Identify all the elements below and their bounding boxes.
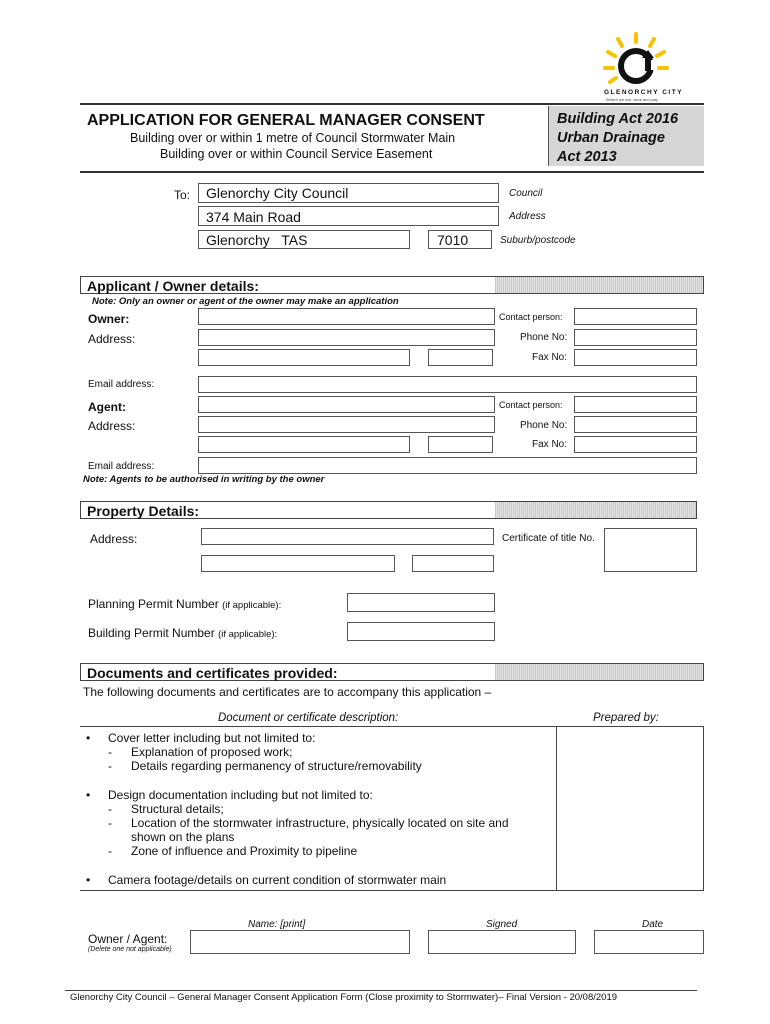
documents-col-divider bbox=[556, 727, 557, 891]
council-label: Council bbox=[509, 188, 543, 199]
suburb-field[interactable] bbox=[198, 230, 410, 249]
acts-divider bbox=[548, 106, 549, 166]
owner-phone-label: Phone No: bbox=[520, 332, 568, 343]
agent-contact-input[interactable] bbox=[574, 396, 697, 413]
agent-contact-label: Contact person: bbox=[499, 400, 563, 410]
document-sub-text: shown on the plans bbox=[131, 830, 235, 844]
address-field[interactable] bbox=[198, 206, 499, 226]
bullet: • bbox=[86, 788, 91, 802]
owner-name-input[interactable] bbox=[198, 308, 495, 325]
council-field[interactable] bbox=[198, 183, 499, 203]
owner-label: Owner: bbox=[88, 312, 130, 326]
planning-permit-input[interactable] bbox=[347, 593, 495, 612]
property-address-input-1[interactable] bbox=[201, 528, 494, 545]
owner-fax-label: Fax No: bbox=[532, 352, 568, 363]
header-bottom-rule bbox=[80, 171, 704, 173]
header-top-rule bbox=[80, 103, 704, 105]
owner-contact-input[interactable] bbox=[574, 308, 697, 325]
logo-name: GLENORCHY CITY bbox=[604, 89, 684, 96]
document-sub-item: - bbox=[108, 759, 112, 773]
suburb-value: Glenorchy TAS bbox=[206, 232, 308, 248]
owner-address-label: Address: bbox=[88, 332, 136, 346]
certificate-title-input[interactable] bbox=[604, 528, 697, 572]
document-sub-text: Details regarding permanency of structure/removability bbox=[131, 759, 422, 773]
building-permit-input[interactable] bbox=[347, 622, 495, 641]
agent-email-label: Email address: bbox=[88, 461, 155, 472]
header-subtitle-2: Building over or within Council Service Easement bbox=[160, 147, 433, 161]
documents-section-header bbox=[80, 663, 704, 681]
planning-permit-label bbox=[88, 597, 281, 611]
owner-postcode-input[interactable] bbox=[428, 349, 493, 366]
delete-note: (Delete one not applicable) bbox=[88, 946, 172, 953]
bullet: • bbox=[86, 731, 91, 745]
sign-date-label: Date bbox=[642, 919, 664, 930]
bullet: • bbox=[86, 873, 91, 887]
document-sub-item: - bbox=[108, 844, 112, 858]
agent-fax-label: Fax No: bbox=[532, 439, 568, 450]
documents-intro: The following documents and certificates are to accompany this application – bbox=[83, 685, 492, 699]
documents-col-description: Document or certificate description: bbox=[218, 712, 399, 724]
document-sub-text: Zone of influence and Proximity to pipeline bbox=[131, 844, 358, 858]
building-permit-label bbox=[88, 626, 277, 640]
document-item bbox=[86, 788, 90, 802]
agent-phone-label: Phone No: bbox=[520, 420, 568, 431]
document-sub-text: Explanation of proposed work; bbox=[131, 745, 293, 759]
sign-signature-input[interactable] bbox=[428, 930, 576, 954]
document-item-text: Design documentation including but not limited to: bbox=[108, 788, 373, 802]
sign-name-label: Name: [print] bbox=[248, 919, 306, 930]
footer-rule bbox=[65, 990, 697, 991]
agent-address-input-2[interactable] bbox=[198, 436, 410, 453]
agent-fax-input[interactable] bbox=[574, 436, 697, 453]
page-title: APPLICATION FOR GENERAL MANAGER CONSENT bbox=[87, 112, 485, 129]
suburb-label: Suburb/postcode bbox=[500, 235, 576, 246]
agent-email-input[interactable] bbox=[198, 457, 697, 474]
address-label: Address bbox=[509, 211, 546, 222]
agent-phone-input[interactable] bbox=[574, 416, 697, 433]
act-line-1: Building Act 2016 bbox=[557, 111, 679, 127]
document-sub-item: - bbox=[108, 745, 112, 759]
sign-name-input[interactable] bbox=[190, 930, 410, 954]
act-line-3: Act 2013 bbox=[557, 149, 617, 165]
document-sub-text: Location of the stormwater infrastructure, physically located on site and bbox=[131, 816, 509, 830]
owner-agent-label: Owner / Agent: bbox=[88, 932, 168, 946]
council-value: Glenorchy City Council bbox=[206, 185, 349, 201]
logo-tagline: Where we live, work and play bbox=[606, 97, 659, 102]
owner-phone-input[interactable] bbox=[574, 329, 697, 346]
document-item bbox=[86, 731, 90, 745]
building-permit-text: Building Permit Number bbox=[88, 626, 215, 640]
logo-sunburst-icon bbox=[596, 30, 676, 90]
property-postcode-input[interactable] bbox=[412, 555, 494, 572]
documents-right-border bbox=[703, 727, 704, 891]
certificate-title-label: Certificate of title No. bbox=[502, 533, 595, 544]
applicant-section-title: Applicant / Owner details: bbox=[87, 278, 259, 294]
to-label: To: bbox=[174, 188, 191, 202]
address-value: 374 Main Road bbox=[206, 209, 301, 225]
agent-name-input[interactable] bbox=[198, 396, 495, 413]
agent-address-label: Address: bbox=[88, 419, 136, 433]
postcode-value: 7010 bbox=[437, 232, 469, 248]
document-item-text: Cover letter including but not limited to: bbox=[108, 731, 316, 745]
document-item bbox=[86, 873, 90, 887]
owner-contact-label: Contact person: bbox=[499, 312, 563, 322]
documents-section-title: Documents and certificates provided: bbox=[87, 665, 338, 681]
act-line-2: Urban Drainage bbox=[557, 130, 665, 146]
header-subtitle-1: Building over or within 1 metre of Council Stormwater Main bbox=[130, 131, 456, 145]
owner-fax-input[interactable] bbox=[574, 349, 697, 366]
agent-note: Note: Agents to be authorised in writing by the owner bbox=[83, 474, 325, 485]
document-sub-item: - bbox=[108, 802, 112, 816]
document-sub-item: - bbox=[108, 816, 112, 830]
council-logo bbox=[596, 30, 684, 104]
postcode-field[interactable] bbox=[428, 230, 492, 249]
owner-address-input-2[interactable] bbox=[198, 349, 410, 366]
agent-address-input-1[interactable] bbox=[198, 416, 495, 433]
owner-email-input[interactable] bbox=[198, 376, 697, 393]
planning-permit-text: Planning Permit Number bbox=[88, 597, 219, 611]
applicant-note: Note: Only an owner or agent of the owner may make an application bbox=[92, 296, 399, 307]
owner-email-label: Email address: bbox=[88, 379, 155, 390]
document-sub-text: Structural details; bbox=[131, 802, 224, 816]
owner-address-input-1[interactable] bbox=[198, 329, 495, 346]
documents-col-prepared: Prepared by: bbox=[593, 712, 659, 724]
property-section-header bbox=[80, 501, 697, 519]
agent-postcode-input[interactable] bbox=[428, 436, 493, 453]
planning-permit-hint: (if applicable): bbox=[222, 600, 282, 611]
applicant-section-header bbox=[80, 276, 704, 294]
property-address-label: Address: bbox=[90, 532, 138, 546]
property-address-input-2[interactable] bbox=[201, 555, 395, 572]
sign-signed-label: Signed bbox=[486, 919, 518, 930]
building-permit-hint: (if applicable): bbox=[218, 629, 278, 640]
property-section-title: Property Details: bbox=[87, 503, 200, 519]
footer-text: Glenorchy City Council – General Manager Consent Application Form (Close proximity to Stormwater)– Final Version - 20/08/2019 bbox=[70, 992, 618, 1003]
agent-label: Agent: bbox=[88, 400, 126, 414]
sign-date-input[interactable] bbox=[594, 930, 704, 954]
document-item-text: Camera footage/details on current condition of stormwater main bbox=[108, 873, 447, 887]
